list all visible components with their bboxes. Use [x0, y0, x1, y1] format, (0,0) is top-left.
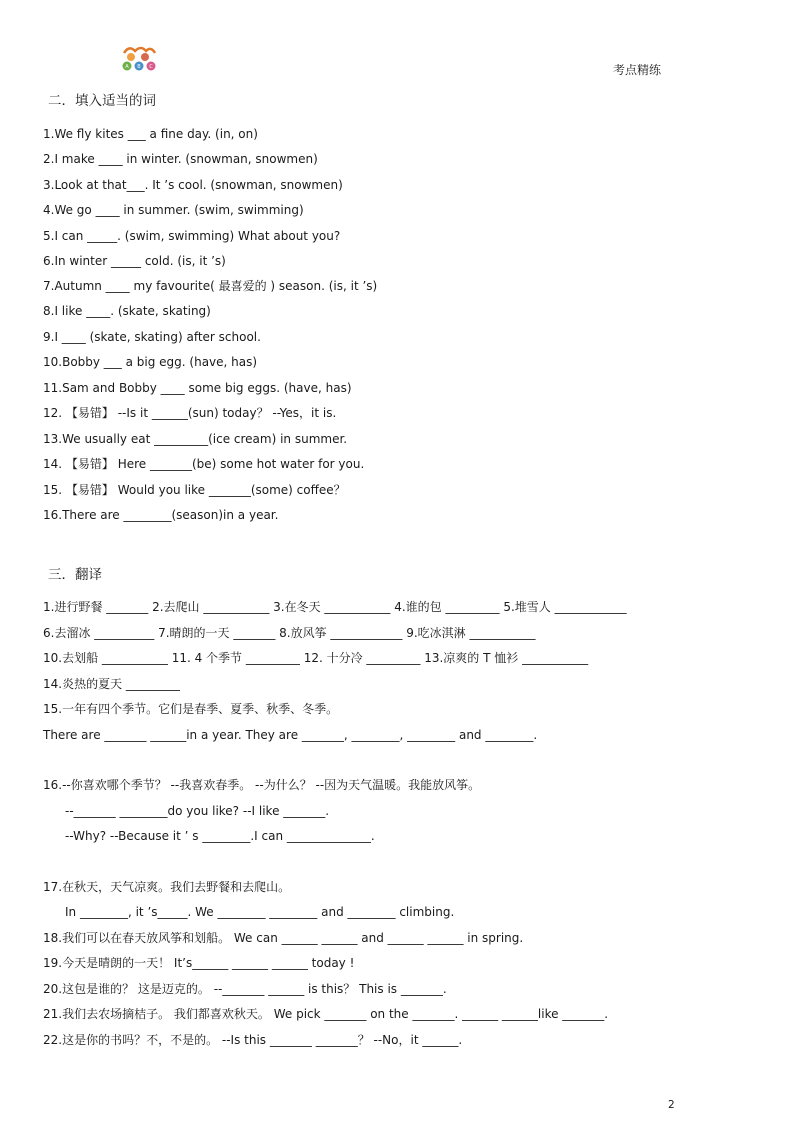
exercise-line: 12. 【易错】 --Is it ______(sun) today？ --Yes，it is.	[43, 406, 337, 420]
exercise-line: 4.We go ____ in summer. (swim, swimming)	[43, 203, 304, 217]
exercise-line: 22.这是你的书吗？不，不是的。 --Is this _______ _______？ --No，it ______.	[43, 1033, 463, 1047]
exercise-line: 14.炎热的夏天 _________	[43, 677, 180, 691]
exercise-line: 11.Sam and Bobby ____ some big eggs. (have, has)	[43, 381, 352, 395]
svg-text:C: C	[149, 64, 153, 70]
section3-heading: 三．翻译	[48, 567, 102, 583]
header-title: 考点精练	[613, 63, 662, 77]
exercise-line: 21.我们去农场摘桔子。 我们都喜欢秋天。 We pick _______ on the _______. ______ ______like _______.	[43, 1007, 609, 1021]
page-number: 2	[668, 1099, 675, 1111]
exercise-line: 20.这包是谁的？ 这是迈克的。 --_______ ______ is this？ This is _______.	[43, 982, 447, 996]
exercise-line: There are _______ ______in a year. They are _______, ________, ________ and ________.	[43, 728, 538, 742]
exercise-line: --Why? --Because it ’ s ________.I can ______________.	[65, 829, 375, 843]
svg-text:B: B	[137, 64, 141, 70]
exercise-line: 16.--你喜欢哪个季节？ --我喜欢春季。 --为什么？ --因为天气温暖。我能放风筝。	[43, 778, 481, 792]
exercise-line: 10.去划船 ___________ 11. 4 个季节 _________ 12. 十分冷 _________ 13.凉爽的 T 恤衫 ___________	[43, 651, 589, 665]
section2-heading: 二．填入适当的词	[48, 93, 156, 109]
exercise-line: 14. 【易错】 Here _______(be) some hot water for you.	[43, 457, 365, 471]
exercise-line: 18.我们可以在春天放风筝和划船。 We can ______ ______ and ______ ______ in spring.	[43, 931, 524, 945]
exercise-line: 9.I ____ (skate, skating) after school.	[43, 330, 261, 344]
exercise-line: 5.I can _____. (swim, swimming) What about you?	[43, 229, 341, 243]
svg-text:A: A	[125, 64, 129, 70]
exercise-line: 8.I like ____. (skate, skating)	[43, 304, 211, 318]
exercise-line: 13.We usually eat _________(ice cream) in summer.	[43, 432, 348, 446]
exercise-line: 2.I make ____ in winter. (snowman, snowmen)	[43, 152, 318, 166]
exercise-line: --_______ ________do you like? --I like _______.	[65, 804, 330, 818]
exercise-line: 19.今天是晴朗的一天！ It’s______ ______ ______ today !	[43, 956, 355, 970]
exercise-line: 15.一年有四个季节。它们是春季、夏季、秋季、冬季。	[43, 702, 339, 716]
logo-icon	[119, 44, 159, 74]
exercise-line: 15. 【易错】 Would you like _______(some) coffee？	[43, 483, 346, 497]
exercise-line: 6.In winter _____ cold. (is, it ’s)	[43, 254, 226, 268]
exercise-line: 6.去溜冰 __________ 7.晴朗的一天 _______ 8.放风筝 ____________ 9.吃冰淇淋 ___________	[43, 626, 536, 640]
exercise-line: In ________, it ’s_____. We ________ ________ and ________ climbing.	[65, 905, 455, 919]
exercise-line: 1.进行野餐 _______ 2.去爬山 ___________ 3.在冬天 ___________ 4.谁的包 _________ 5.堆雪人 ____________	[43, 600, 627, 614]
exercise-line: 3.Look at that___. It ’s cool. (snowman, snowmen)	[43, 178, 343, 192]
exercise-line: 7.Autumn ____ my favourite( 最喜爱的 ) season. (is, it ’s)	[43, 279, 378, 293]
exercise-line: 10.Bobby ___ a big egg. (have, has)	[43, 355, 258, 369]
exercise-line: 1.We fly kites ___ a fine day. (in, on)	[43, 127, 258, 141]
exercise-line: 17.在秋天，天气凉爽。我们去野餐和去爬山。	[43, 880, 291, 894]
exercise-line: 16.There are ________(season)in a year.	[43, 508, 279, 522]
